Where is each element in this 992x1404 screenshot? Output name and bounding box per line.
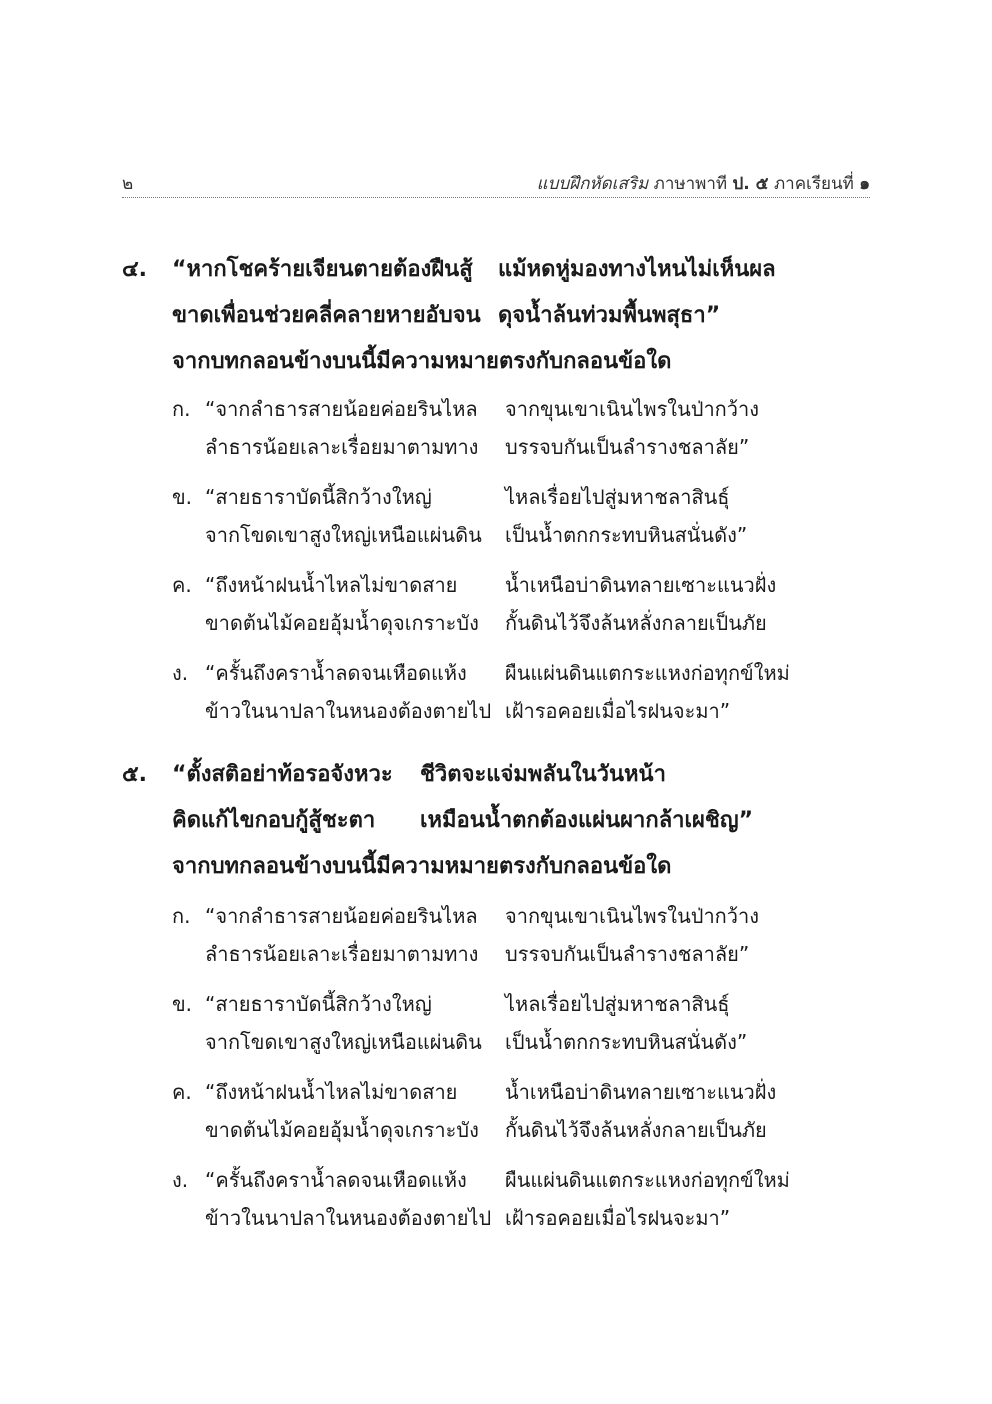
answer-option[interactable] [172, 390, 812, 478]
option-second-half: เฝ้ารอคอยเมื่อไรฝนจะมา” [505, 1206, 731, 1230]
prompt-text: จากบทกลอนข้างบนนี้มีความหมายตรงกับกลอนข้อใด [172, 854, 672, 879]
option-line [172, 897, 812, 935]
answer-option[interactable] [172, 1073, 812, 1161]
option-line [172, 566, 812, 604]
option-second-half: น้ำเหนือบ่าดินทลายเซาะแนวฝั่ง [505, 573, 777, 597]
prompt-text: จากบทกลอนข้างบนนี้มีความหมายตรงกับกลอนข้อใด [172, 349, 672, 374]
option-first-half: ขาดต้นไม้คอยอุ้มน้ำดุจเกราะบัง [205, 1118, 479, 1142]
option-second-half: เป็นน้ำตกกระทบหินสนั่นดัง” [505, 523, 748, 547]
option-first-half: จากโขดเขาสูงใหญ่เหนือแผ่นดิน [205, 1030, 482, 1054]
answer-option[interactable] [172, 897, 812, 985]
option-first-half: “ถึงหน้าฝนน้ำไหลไม่ขาดสาย [205, 1080, 458, 1104]
option-letter: ค. [172, 573, 192, 597]
option-line [172, 935, 812, 973]
option-first-half: จากโขดเขาสูงใหญ่เหนือแผ่นดิน [205, 523, 482, 547]
verse-second-half: เหมือนน้ำตกต้องแผ่นผากล้าเผชิญ” [420, 808, 754, 833]
question-number: ๔. [122, 257, 148, 282]
option-first-half: “สายธาราบัดนี้สิกว้างใหญ่ [205, 485, 432, 509]
verse-second-half: ดุจน้ำล้นท่วมพื้นพสุธา” [498, 303, 721, 328]
option-line [172, 390, 812, 428]
answer-option[interactable] [172, 1161, 812, 1249]
option-second-half: บรรจบกันเป็นลำรางชลาลัย” [505, 435, 750, 459]
option-second-half: ผืนแผ่นดินแตกระแหงก่อทุกข์ใหม่ [505, 1168, 790, 1192]
answer-option[interactable] [172, 566, 812, 654]
question-prompt [122, 844, 882, 890]
verse-line [122, 247, 882, 293]
answer-option[interactable] [172, 985, 812, 1073]
option-second-half: จากขุนเขาเนินไพรในป่ากว้าง [505, 904, 760, 928]
option-line [172, 985, 812, 1023]
option-line [172, 516, 812, 554]
verse-first-half: ขาดเพื่อนช่วยคลี่คลายหายอับจน [172, 303, 481, 328]
option-letter: ค. [172, 1080, 192, 1104]
option-second-half: ไหลเรื่อยไปสู่มหาชลาสินธุ์ [505, 992, 730, 1016]
option-line [172, 604, 812, 642]
question-prompt [122, 339, 882, 385]
option-first-half: “จากลำธารสายน้อยค่อยรินไหล [205, 397, 478, 421]
option-first-half: “ถึงหน้าฝนน้ำไหลไม่ขาดสาย [205, 573, 458, 597]
option-second-half: น้ำเหนือบ่าดินทลายเซาะแนวฝั่ง [505, 1080, 777, 1104]
option-first-half: ข้าวในนาปลาในหนองต้องตายไป [205, 1206, 492, 1230]
header-divider [122, 197, 870, 198]
option-first-half: “จากลำธารสายน้อยค่อยรินไหล [205, 904, 478, 928]
option-line [172, 1111, 812, 1149]
question-4 [122, 247, 882, 385]
verse-line [122, 798, 882, 844]
option-second-half: เฝ้ารอคอยเมื่อไรฝนจะมา” [505, 699, 731, 723]
option-second-half: บรรจบกันเป็นลำรางชลาลัย” [505, 942, 750, 966]
option-line [172, 692, 812, 730]
answer-options [172, 897, 812, 1249]
option-second-half: ไหลเรื่อยไปสู่มหาชลาสินธุ์ [505, 485, 730, 509]
verse-second-half: แม้หดหู่มองทางไหนไม่เห็นผล [498, 257, 776, 282]
option-line [172, 1161, 812, 1199]
option-first-half: “ครั้นถึงคราน้ำลดจนเหือดแห้ง [205, 661, 467, 685]
option-first-half: “สายธาราบัดนี้สิกว้างใหญ่ [205, 992, 432, 1016]
term-number: ๑ [859, 174, 870, 194]
answer-option[interactable] [172, 654, 812, 742]
option-first-half: ลำธารน้อยเลาะเรื่อยมาตามทาง [205, 942, 479, 966]
option-first-half: “ครั้นถึงคราน้ำลดจนเหือดแห้ง [205, 1168, 467, 1192]
option-letter: ข. [172, 992, 193, 1016]
verse-line [122, 293, 882, 339]
option-second-half: จากขุนเขาเนินไพรในป่ากว้าง [505, 397, 760, 421]
question-5 [122, 752, 882, 890]
verse-second-half: ชีวิตจะแจ่มพลันในวันหน้า [420, 762, 666, 787]
question-number: ๕. [122, 762, 148, 787]
term-label: ภาคเรียนที่ [773, 174, 854, 194]
grade: ป. ๕ [732, 174, 769, 194]
running-title [537, 170, 870, 197]
subject: ภาษาพาที [653, 174, 728, 194]
option-line [172, 1199, 812, 1237]
verse-first-half: คิดแก้ไขกอบกู้สู้ชะตา [172, 808, 376, 833]
verse-first-half: “หากโชคร้ายเจียนตายต้องฝืนสู้ [172, 257, 473, 282]
option-letter: ข. [172, 485, 193, 509]
option-line [172, 1023, 812, 1061]
page-number: ๒ [122, 174, 134, 194]
option-first-half: ข้าวในนาปลาในหนองต้องตายไป [205, 699, 492, 723]
answer-options [172, 390, 812, 742]
option-second-half: กั้นดินไว้จึงล้นหลั่งกลายเป็นภัย [505, 611, 767, 635]
option-letter: ง. [172, 1168, 189, 1192]
verse-first-half: “ตั้งสติอย่าท้อรอจังหวะ [172, 762, 393, 787]
option-line [172, 478, 812, 516]
option-second-half: เป็นน้ำตกกระทบหินสนั่นดัง” [505, 1030, 748, 1054]
option-letter: ก. [172, 397, 191, 421]
option-line [172, 1073, 812, 1111]
option-first-half: ลำธารน้อยเลาะเรื่อยมาตามทาง [205, 435, 479, 459]
option-letter: ก. [172, 904, 191, 928]
option-letter: ง. [172, 661, 189, 685]
option-second-half: กั้นดินไว้จึงล้นหลั่งกลายเป็นภัย [505, 1118, 767, 1142]
option-line [172, 654, 812, 692]
option-second-half: ผืนแผ่นดินแตกระแหงก่อทุกข์ใหม่ [505, 661, 790, 685]
option-line [172, 428, 812, 466]
answer-option[interactable] [172, 478, 812, 566]
option-first-half: ขาดต้นไม้คอยอุ้มน้ำดุจเกราะบัง [205, 611, 479, 635]
book-title: แบบฝึกหัดเสริม [536, 174, 649, 194]
verse-line [122, 752, 882, 798]
